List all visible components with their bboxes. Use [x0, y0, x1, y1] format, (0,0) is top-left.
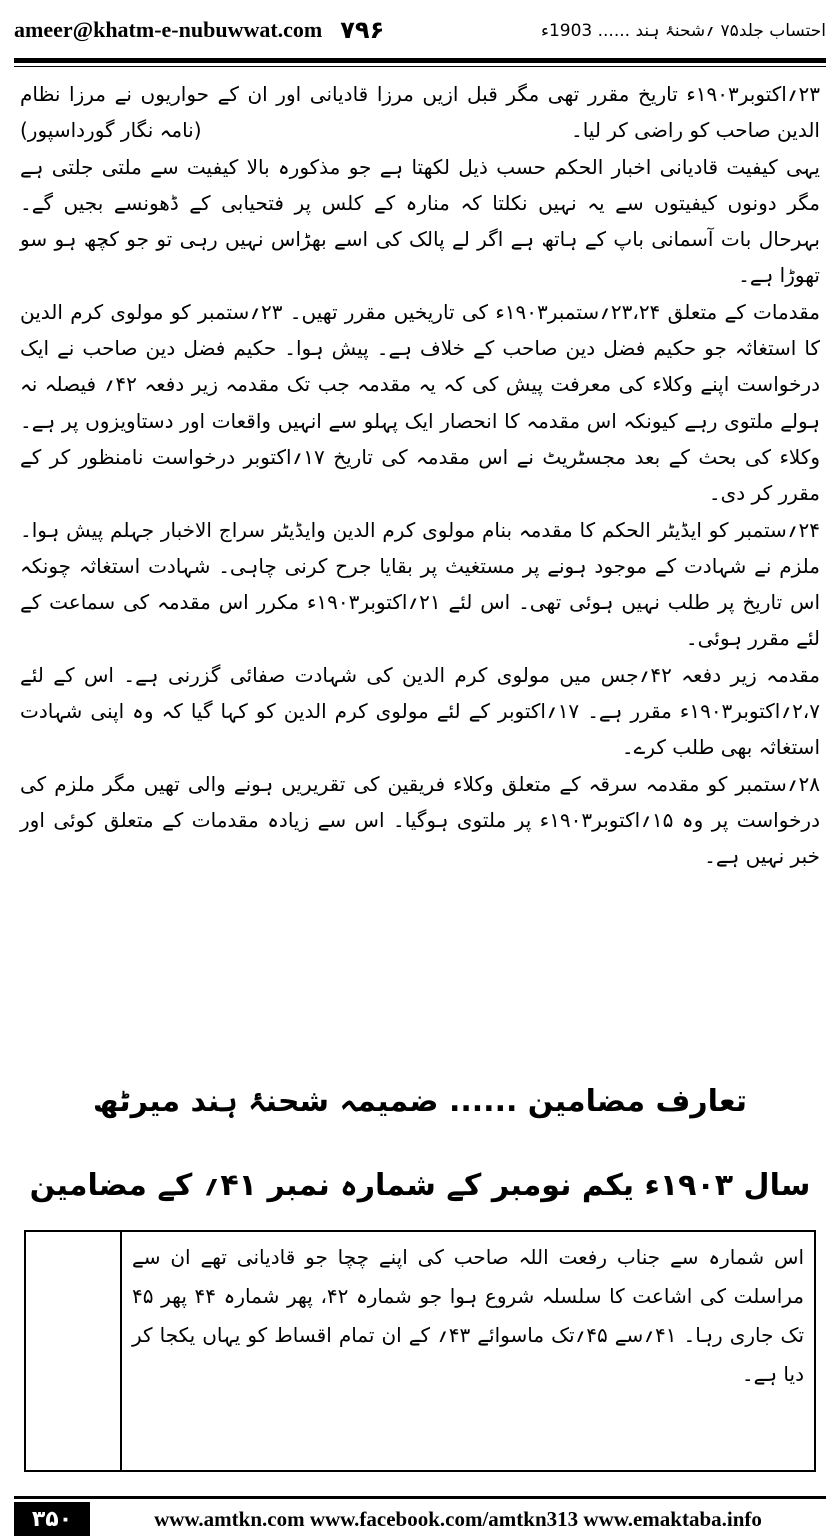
article-body	[20, 76, 820, 875]
header-email[interactable]: ameer@khatm-e-nubuwwat.com	[14, 17, 323, 42]
footer-folio: ۳۵۰	[14, 1502, 90, 1536]
header-running-title: احتساب جلد۷۵ ؍شحنۂ ہند ...... 1903ء	[540, 20, 826, 41]
heading-introduction: تعارف مضامین ...... ضمیمہ شحنۂ ہند میرٹھ	[92, 1084, 748, 1119]
footer-rule	[14, 1496, 826, 1499]
note-box-empty-column	[26, 1232, 122, 1470]
paragraph-4: ۲۴؍ستمبر کو ایڈیٹر الحکم کا مقدمہ بنام مولوی کرم الدین وایڈیٹر سراج الاخبار جہلم پیش ہوا۔ ملزم نے شہادت کے موجود ہونے پر مستغیث پر بقایا جرح کرنی چاہی۔ شہادت استغاثہ چونکہ اس تاریخ پر طلب نہیں ہوئی تھی۔ اس لئے ۲۱؍اکتوبر۱۹۰۳ء مکرر اس مقدمہ کی سماعت کے لئے مقرر ہوئی۔	[20, 517, 820, 651]
heading-issue: سال ۱۹۰۳ء یکم نومبر کے شمارہ نمبر ۴۱؍ کے مضامین	[29, 1168, 811, 1203]
paragraph-2: یہی کیفیت قادیانی اخبار الحکم حسب ذیل لکھتا ہے جو مذکورہ بالا کیفیت سے ملتی جلتی ہے مگر دونوں کیفیتوں سے یہ نہیں نکلتا کہ منارہ کے کلس پر فتحیابی کے ڈھونسے بجیں گے۔ بہرحال بات آسمانی باپ کے ہاتھ ہے اگر لے پالک کی اسے بھڑاس نہیں رہی تو جو کچھ ہو سو تھوڑا ہے۔	[20, 154, 820, 288]
section-headings	[20, 1070, 820, 1218]
header-rule-thin	[14, 66, 826, 67]
note-box	[24, 1230, 816, 1472]
header-page-number: ۷۹۶	[340, 16, 385, 44]
attribution: (نامہ نگار گورداسپور)	[20, 118, 202, 143]
page-footer	[14, 1502, 826, 1536]
paragraph-3: مقدمات کے متعلق ۲۳،۲۴؍ستمبر۱۹۰۳ء کی تاریخیں مقرر تھیں۔ ۲۳؍ستمبر کو مولوی کرم الدین کا استغاثہ جو حکیم فضل دین صاحب کے خلاف ہے۔ پیش ہوا۔ حکیم فضل دین صاحب نے ایک درخواست اپنے وکلاء کی معرفت پیش کی کہ یہ مقدمہ جب تک مقدمہ زیر دفعہ ۴۲؍ فیصلہ نہ ہولے ملتوی رہے کیونکہ اس مقدمہ کا انحصار ایک پہلو سے انہیں واقعات اور دستاویزوں پر ہے۔ وکلاء کی بحث کے بعد مجسٹریٹ نے اس مقدمہ کی تاریخ ۱۷؍اکتوبر درخواست نامنظور کر کے مقرر کر دی۔	[20, 299, 821, 506]
paragraph-6: ۲۸؍ستمبر کو مقدمہ سرقہ کے متعلق وکلاء فریقین کی تقریریں ہونے والی تھیں مگر ملزم کی درخواست پر وہ ۱۵؍اکتوبر۱۹۰۳ء پر ملتوی ہوگیا۔ اس سے زیادہ مقدمات کے متعلق کوئی اور خبر نہیں ہے۔	[20, 771, 821, 869]
paragraph-5: مقدمہ زیر دفعہ ۴۲؍جس میں مولوی کرم الدین کی شہادت صفائی گزرنی ہے۔ اس کے لئے ۲،۷؍اکتوبر۱۹۰۳ء مقرر ہے۔ ۱۷؍اکتوبر کے لئے مولوی کرم الدین کو کہا گیا کہ وہ اپنی شہادت استغاثہ بھی طلب کرے۔	[20, 662, 821, 760]
header-rule	[14, 58, 826, 63]
note-box-text: اس شمارہ سے جناب رفعت اللہ صاحب کی اپنے چچا جو قادیانی تھے ان سے مراسلت کی اشاعت کا سلسلہ شروع ہوا جو شمارہ ۴۲، پھر شمارہ ۴۴ پھر ۴۵ تک جاری رہا۔ ۴۱؍سے ۴۵؍تک ماسوائے ۴۳؍ کے ان تمام اقساط کو یہاں یکجا کر دیا ہے۔	[132, 1245, 805, 1386]
header-left	[14, 16, 384, 44]
footer-websites[interactable]: www.amtkn.com www.facebook.com/amtkn313 www.emaktaba.info	[154, 1506, 762, 1531]
paragraph-1	[20, 76, 820, 149]
paragraph-1-text: ۲۳؍اکتوبر۱۹۰۳ء تاریخ مقرر تھی مگر قبل ازیں مرزا قادیانی اور ان کے حواریوں نے مرزا نظام الدین صاحب کو راضی کر لیا۔	[20, 82, 820, 143]
page-header	[14, 10, 826, 50]
